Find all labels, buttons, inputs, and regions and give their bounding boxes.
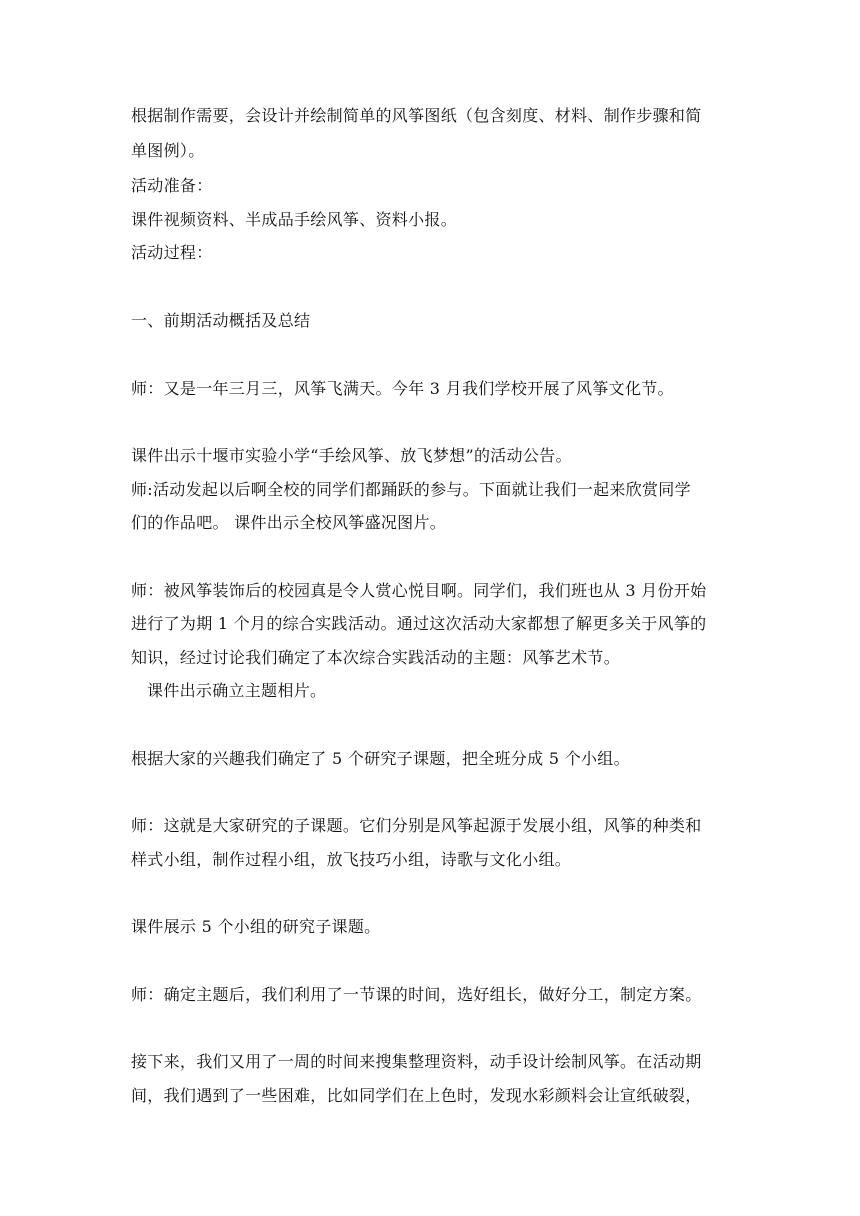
- text-line: 师:活动发起以后啊全校的同学们都踊跃的参与。下面就让我们一起来欣赏同学: [131, 480, 691, 499]
- text-line: 单图例）。: [131, 141, 205, 160]
- text-line: 根据大家的兴趣我们确定了 5 个研究子课题，把全班分成 5 个小组。: [131, 749, 630, 768]
- text-line: 师：确定主题后，我们利用了一节课的时间，选好组长，做好分工，制定方案。: [131, 985, 702, 1004]
- text-line: 课件视频资料、半成品手绘风筝、资料小报。: [131, 210, 458, 229]
- text-line: 知识，经过讨论我们确定了本次综合实践活动的主题：风筝艺术节。: [131, 648, 621, 667]
- section-heading: 一、前期活动概括及总结: [131, 311, 311, 330]
- text-line: 进行了为期 1 个月的综合实践活动。通过这次活动大家都想了解更多关于风筝的: [131, 614, 707, 633]
- text-line: 活动过程：: [131, 243, 213, 262]
- text-line: 课件出示确立主题相片。: [147, 681, 327, 700]
- text-line: 们的作品吧。 课件出示全校风筝盛况图片。: [131, 513, 447, 532]
- text-line: 活动准备：: [131, 176, 213, 195]
- text-line: 样式小组，制作过程小组，放飞技巧小组，诗歌与文化小组。: [131, 850, 572, 869]
- text-line: 课件出示十堰市实验小学“手绘风筝、放飞梦想”的活动公告。: [131, 446, 572, 465]
- text-line: 师：又是一年三月三，风筝飞满天。今年 3 月我们学校开展了风筝文化节。: [131, 379, 674, 398]
- text-line: 师：这就是大家研究的子课题。它们分别是风筝起源于发展小组，风筝的种类和: [131, 816, 702, 835]
- text-line: 间，我们遇到了一些困难，比如同学们在上色时，发现水彩颜料会让宣纸破裂，: [131, 1086, 702, 1105]
- text-line: 师：被风筝装饰后的校园真是令人赏心悦目啊。同学们，我们班也从 3 月份开始: [131, 581, 707, 600]
- text-line: 根据制作需要，会设计并绘制简单的风筝图纸（包含刻度、材料、制作步骤和简: [131, 106, 702, 125]
- text-line: 接下来，我们又用了一周的时间来搜集整理资料，动手设计绘制风筝。在活动期: [131, 1052, 702, 1071]
- text-line: 课件展示 5 个小组的研究子课题。: [131, 917, 381, 936]
